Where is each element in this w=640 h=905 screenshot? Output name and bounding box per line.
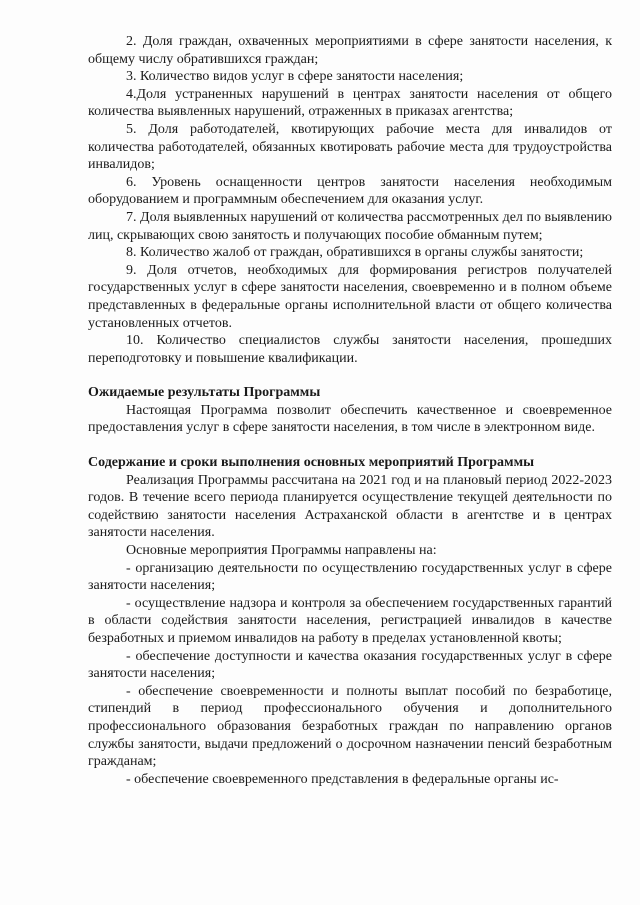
indicator-item: 6. Уровень оснащенности центров занятости населения необходимым оборудованием и программным обеспечением для оказания услуг.	[88, 174, 612, 208]
indicator-item: 2. Доля граждан, охваченных мероприятиями в сфере занятости населения, к общему числу обратившихся граждан;	[88, 34, 612, 67]
contents-intro: Реализация Программы рассчитана на 2021 год и на плановый период 2022-2023 годов. В течение всего периода планируется осуществление текущей деятельности по содействию занятости населения Астраханской области в агентстве и в центрах занятости населения.	[88, 472, 612, 541]
indicator-item: 10. Количество специалистов службы занятости населения, прошедших переподготовку и повышение квалификации.	[88, 333, 612, 366]
measures-list	[88, 560, 612, 789]
measure-item: - организацию деятельности по осуществлению государственных услуг в сфере занятости населения;	[88, 560, 612, 594]
results-text: Настоящая Программа позволит обеспечить качественное и своевременное предоставления услуг в сфере занятости населения, в том числе в электронном виде.	[88, 402, 612, 436]
indicator-list	[88, 33, 612, 367]
measure-item: - осуществление надзора и контроля за обеспечением государственных гарантий в области содействия занятости населения, регистрацией инвалидов в качестве безработных и приемом инвалидов на работу в пределах установленной квоты;	[88, 595, 612, 646]
measures-lead: Основные мероприятия Программы направлены на:	[126, 543, 437, 559]
measure-item: - обеспечение доступности и качества оказания государственных услуг в сфере занятости населения;	[88, 648, 612, 682]
results-heading: Ожидаемые результаты Программы	[88, 385, 321, 401]
measure-item: - обеспечение своевременного представления в федеральные органы ис-	[126, 771, 559, 787]
indicator-item: 5. Доля работодателей, квотирующих рабочие места для инвалидов от количества работодателей, обязанных квотировать рабочие места для трудоустройства инвалидов;	[88, 121, 612, 173]
indicator-item: 4.Доля устраненных нарушений в центрах занятости населения от общего количества выявленных нарушений, отраженных в приказах агентства;	[88, 86, 612, 120]
spacer	[88, 367, 612, 384]
indicator-item: 9. Доля отчетов, необходимых для формирования регистров получателей государственных услуг в сфере занятости населения, своевременно и в полном объеме представленных в федеральные органы исполнительной власти от общего количества установленных отчетов.	[88, 262, 612, 331]
indicator-item: 3. Количество видов услуг в сфере занятости населения;	[126, 69, 464, 85]
spacer	[88, 437, 612, 454]
indicator-item: 8. Количество жалоб от граждан, обратившихся в органы службы занятости;	[126, 245, 584, 261]
document-body	[88, 33, 612, 788]
indicator-item: 7. Доля выявленных нарушений от количества рассмотренных дел по выявлению лиц, скрывающих свою занятость и получающих пособие обманным путем;	[88, 209, 612, 243]
contents-heading: Содержание и сроки выполнения основных мероприятий Программы	[88, 455, 535, 471]
measure-item: - обеспечение своевременности и полноты выплат пособий по безработице, стипендий в период профессионального обучения и дополнительного профессионального образования безработных граждан по направлению органов службы занятости, выдачи предложений о досрочном назначении пенсий безработным гражданам;	[88, 683, 612, 770]
